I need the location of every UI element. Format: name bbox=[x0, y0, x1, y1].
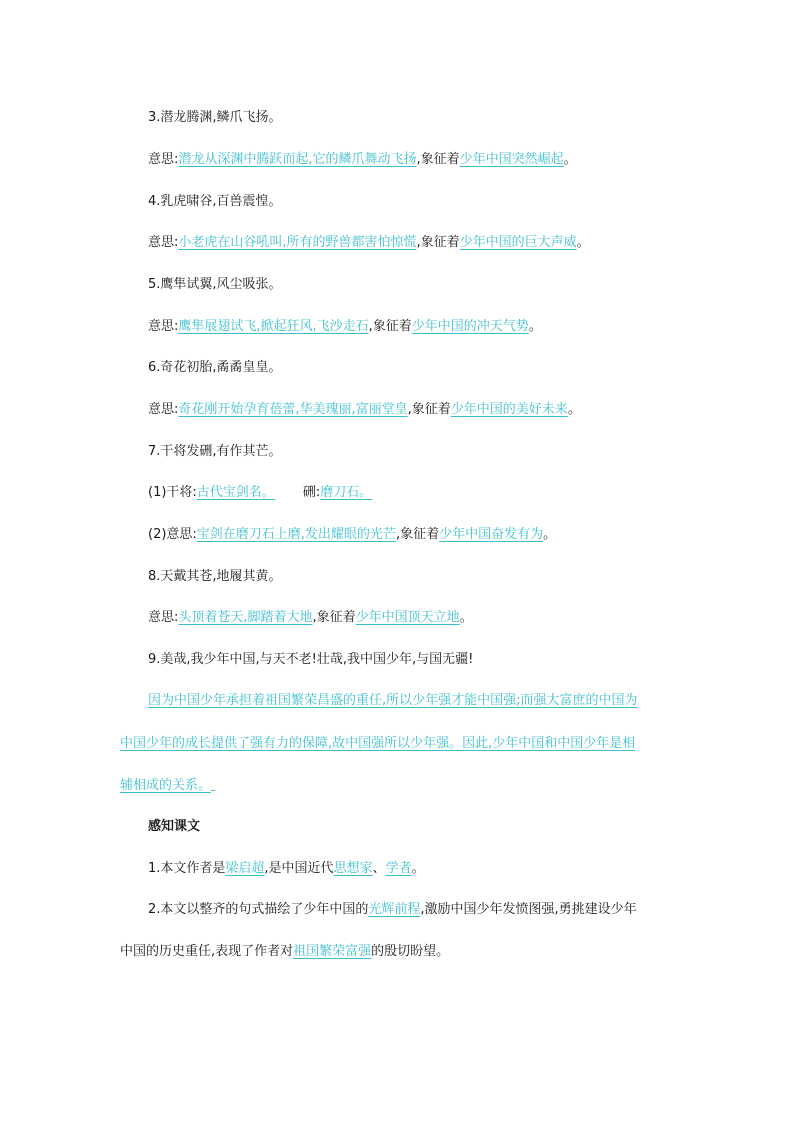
answer-blank: 少年中国突然崛起 bbox=[459, 152, 564, 167]
item-3-meaning bbox=[0, 150, 794, 170]
answer-blank: 宝剑在磨刀石上磨,发出耀眼的光芒 bbox=[196, 527, 396, 542]
symbol-text: ,象征着 bbox=[312, 610, 356, 625]
answer-blank: 古代宝剑名。 bbox=[196, 485, 275, 500]
symbol-text: ,象征着 bbox=[416, 235, 460, 250]
section-item-1 bbox=[0, 859, 794, 879]
answer-blank: 光辉前程 bbox=[368, 902, 421, 917]
period: 。 bbox=[576, 235, 590, 250]
item-7-part-2 bbox=[0, 525, 794, 545]
item-6-question: 6.奇花初胎,矞矞皇皇。 bbox=[148, 360, 282, 375]
answer-blank: 少年中国的美好未来 bbox=[450, 402, 568, 417]
sentence-text: 2.本文以整齐的句式描绘了少年中国的 bbox=[148, 902, 369, 917]
meaning-label: (2)意思: bbox=[148, 527, 197, 542]
item-8-meaning bbox=[0, 608, 794, 628]
answer-blank: 少年中国的巨大声威 bbox=[459, 235, 577, 250]
section-item-2-line-1 bbox=[0, 900, 794, 920]
symbol-text: ,象征着 bbox=[416, 152, 460, 167]
item-7-question: 7.干将发硎,有作其芒。 bbox=[148, 444, 282, 459]
term-label: (1)干将: bbox=[148, 485, 197, 500]
period: 。 bbox=[411, 861, 425, 876]
item-5-question: 5.鹰隼试翼,风尘吸张。 bbox=[148, 277, 282, 292]
symbol-text: ,象征着 bbox=[407, 402, 451, 417]
answer-blank: 学者 bbox=[385, 861, 412, 876]
answer-blank: 梁启超 bbox=[225, 861, 265, 876]
sentence-text: ,是中国近代 bbox=[264, 861, 334, 876]
meaning-label: 意思: bbox=[148, 235, 179, 250]
period: 。 bbox=[528, 319, 542, 334]
item-7-part-1 bbox=[0, 483, 794, 503]
sentence-text: 的殷切盼望。 bbox=[371, 944, 450, 959]
sentence-text: 中国的历史重任,表现了作者对 bbox=[120, 944, 294, 959]
separator: 、 bbox=[372, 861, 386, 876]
item-4-meaning bbox=[0, 233, 794, 253]
answer-blank: 鹰隼展翅试飞,掀起狂风,飞沙走石 bbox=[178, 319, 369, 334]
item-4-question: 4.乳虎啸谷,百兽震惶。 bbox=[148, 194, 282, 209]
meaning-label: 意思: bbox=[148, 402, 179, 417]
answer-blank: 潜龙从深渊中腾跃而起,它的鳞爪舞动飞扬 bbox=[178, 152, 417, 167]
period: 。 bbox=[567, 402, 581, 417]
item-9-answer-line-2 bbox=[0, 734, 794, 754]
symbol-text: ,象征着 bbox=[395, 527, 440, 542]
item-9-question: 9.美哉,我少年中国,与天不老!壮哉,我中国少年,与国无疆! bbox=[148, 652, 474, 667]
section-heading: 感知课文 bbox=[148, 819, 201, 834]
answer-blank: 少年中国奋发有为 bbox=[439, 527, 544, 542]
period: 。 bbox=[459, 610, 473, 625]
item-9-answer-line-1 bbox=[0, 691, 794, 711]
meaning-label: 意思: bbox=[148, 610, 179, 625]
item-6-meaning bbox=[0, 400, 794, 420]
item-5-meaning bbox=[0, 317, 794, 337]
answer-blank: 少年中国的冲天气势 bbox=[411, 319, 529, 334]
answer-blank: 辅相成的关系。 bbox=[120, 778, 212, 793]
period: 。 bbox=[543, 527, 557, 542]
answer-blank: 思想家 bbox=[333, 861, 373, 876]
answer-blank: 少年中国顶天立地 bbox=[355, 610, 460, 625]
sentence-text: 1.本文作者是 bbox=[148, 861, 226, 876]
answer-blank: 中国少年的成长提供了强有力的保障,故中国强所以少年强。因此,少年中国和中国少年是相 bbox=[120, 736, 636, 751]
answer-blank: 祖国繁荣富强 bbox=[293, 944, 372, 959]
answer-blank: 小老虎在山谷吼叫,所有的野兽都害怕惊慌 bbox=[178, 235, 417, 250]
term-label: 硎: bbox=[302, 485, 321, 500]
answer-blank: 奇花刚开始孕育蓓蕾,华美瑰丽,富丽堂皇 bbox=[178, 402, 408, 417]
sentence-text: ,激励中国少年发愤图强,勇挑建设少年 bbox=[420, 902, 637, 917]
item-8-question: 8.天戴其苍,地履其黄。 bbox=[148, 569, 282, 584]
item-9-answer-line-3 bbox=[0, 776, 794, 796]
meaning-label: 意思: bbox=[148, 152, 179, 167]
period: 。 bbox=[563, 152, 577, 167]
item-3-question: 3.潜龙腾渊,鳞爪飞扬。 bbox=[148, 110, 282, 125]
section-item-2-line-2 bbox=[0, 942, 794, 962]
meaning-label: 意思: bbox=[148, 319, 179, 334]
answer-blank: 磨刀石。 bbox=[320, 485, 373, 500]
answer-blank: 头顶着苍天,脚踏着大地 bbox=[178, 610, 313, 625]
answer-blank: 因为中国少年承担着祖国繁荣昌盛的重任,所以少年强才能中国强;而强大富庶的中国为 bbox=[148, 693, 638, 708]
symbol-text: ,象征着 bbox=[368, 319, 412, 334]
